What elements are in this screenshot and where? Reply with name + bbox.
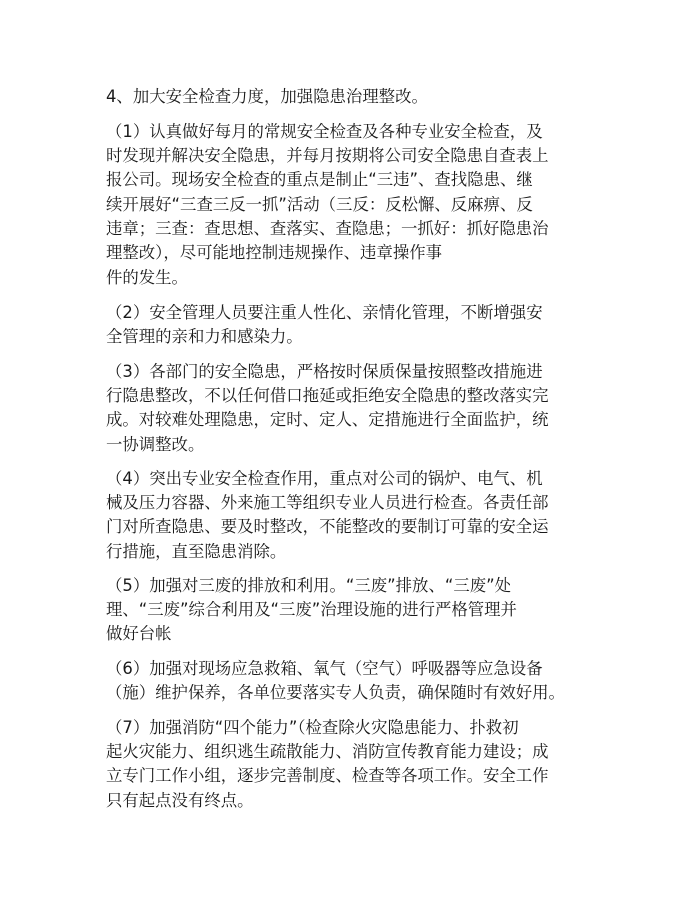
text-line: （6）加强对现场应急救箱、氧气（空气）呼吸器等应急设备: [106, 659, 543, 678]
text-line: 门对所查隐患、要及时整改，不能整改的要制订可靠的安全运: [106, 517, 549, 537]
text-line: 做好台帐: [106, 624, 172, 644]
text-line: 行隐患整改，不以任何借口拖延或拒绝安全隐患的整改落实完: [106, 386, 549, 406]
text-line: 起火灾能力、组织逃生疏散能力、消防宣传教育能力建设；成: [106, 742, 549, 762]
text-line: 续开展好“三查三反一抓”活动（三反：反松懈、反麻痹、反: [106, 194, 533, 214]
text-line: 成。对较难处理隐患，定时、定人、定措施进行全面监护，统: [106, 410, 549, 430]
text-line: 立专门工作小组，逐步完善制度、检查等各项工作。安全工作: [106, 766, 549, 786]
text-line: 4、加大安全检查力度，加强隐患治理整改。: [106, 87, 428, 106]
paragraph-item-6: [106, 657, 616, 705]
text-line: 械及压力容器、外来施工等组织专业人员进行检查。各责任部: [106, 493, 549, 513]
text-line: 违章；三查：查思想、查落实、查隐患；一抓好：抓好隐患治: [106, 218, 549, 238]
text-line: 报公司。现场安全检查的重点是制止“三违”、查找隐患、继: [106, 170, 533, 190]
text-line: 件的发生。: [106, 268, 188, 287]
text-line: （2）安全管理人员要注重人性化、亲情化管理，不断增强安: [106, 303, 543, 322]
text-line: （1）认真做好每月的常规安全检查及各种专业安全检查，及: [106, 122, 543, 141]
text-line: （3）各部门的安全隐患，严格按时保质保量按照整改措施进: [106, 362, 543, 381]
paragraph-item-5: [106, 574, 616, 647]
text-line: 全管理的亲和力和感染力。: [106, 327, 303, 347]
section-heading: [106, 85, 616, 109]
text-line: 理整改），尽可能地控制违规操作、违章操作事: [106, 243, 443, 263]
paragraph-item-7: [106, 716, 616, 813]
text-line: （5）加强对三废的排放和利用。“三废”排放、“三废”处: [106, 576, 511, 595]
text-line: 时发现并解决安全隐患，并每月按期将公司安全隐患自查表上: [106, 146, 549, 166]
text-line: （4）突出专业安全检查作用，重点对公司的锅炉、电气、机: [106, 469, 543, 488]
paragraph-item-2: [106, 301, 616, 349]
text-line: （7）加强消防“四个能力”（检查除火灾隐患能力、扑救初: [106, 718, 519, 737]
text-line: 行措施，直至隐患消除。: [106, 541, 287, 561]
paragraph-item-4: [106, 467, 616, 564]
text-line: 理、“三废”综合利用及“三废”治理设施的进行严格管理并: [106, 600, 517, 620]
text-line: 一协调整改。: [106, 434, 205, 454]
paragraph-item-1-continuation: [106, 266, 616, 290]
text-line: 只有起点没有终点。: [106, 790, 254, 810]
paragraph-item-1: [106, 120, 616, 265]
paragraph-item-3: [106, 360, 616, 457]
text-line: （施）维护保养，各单位要落实专人负责，确保随时有效好用。: [106, 683, 565, 703]
